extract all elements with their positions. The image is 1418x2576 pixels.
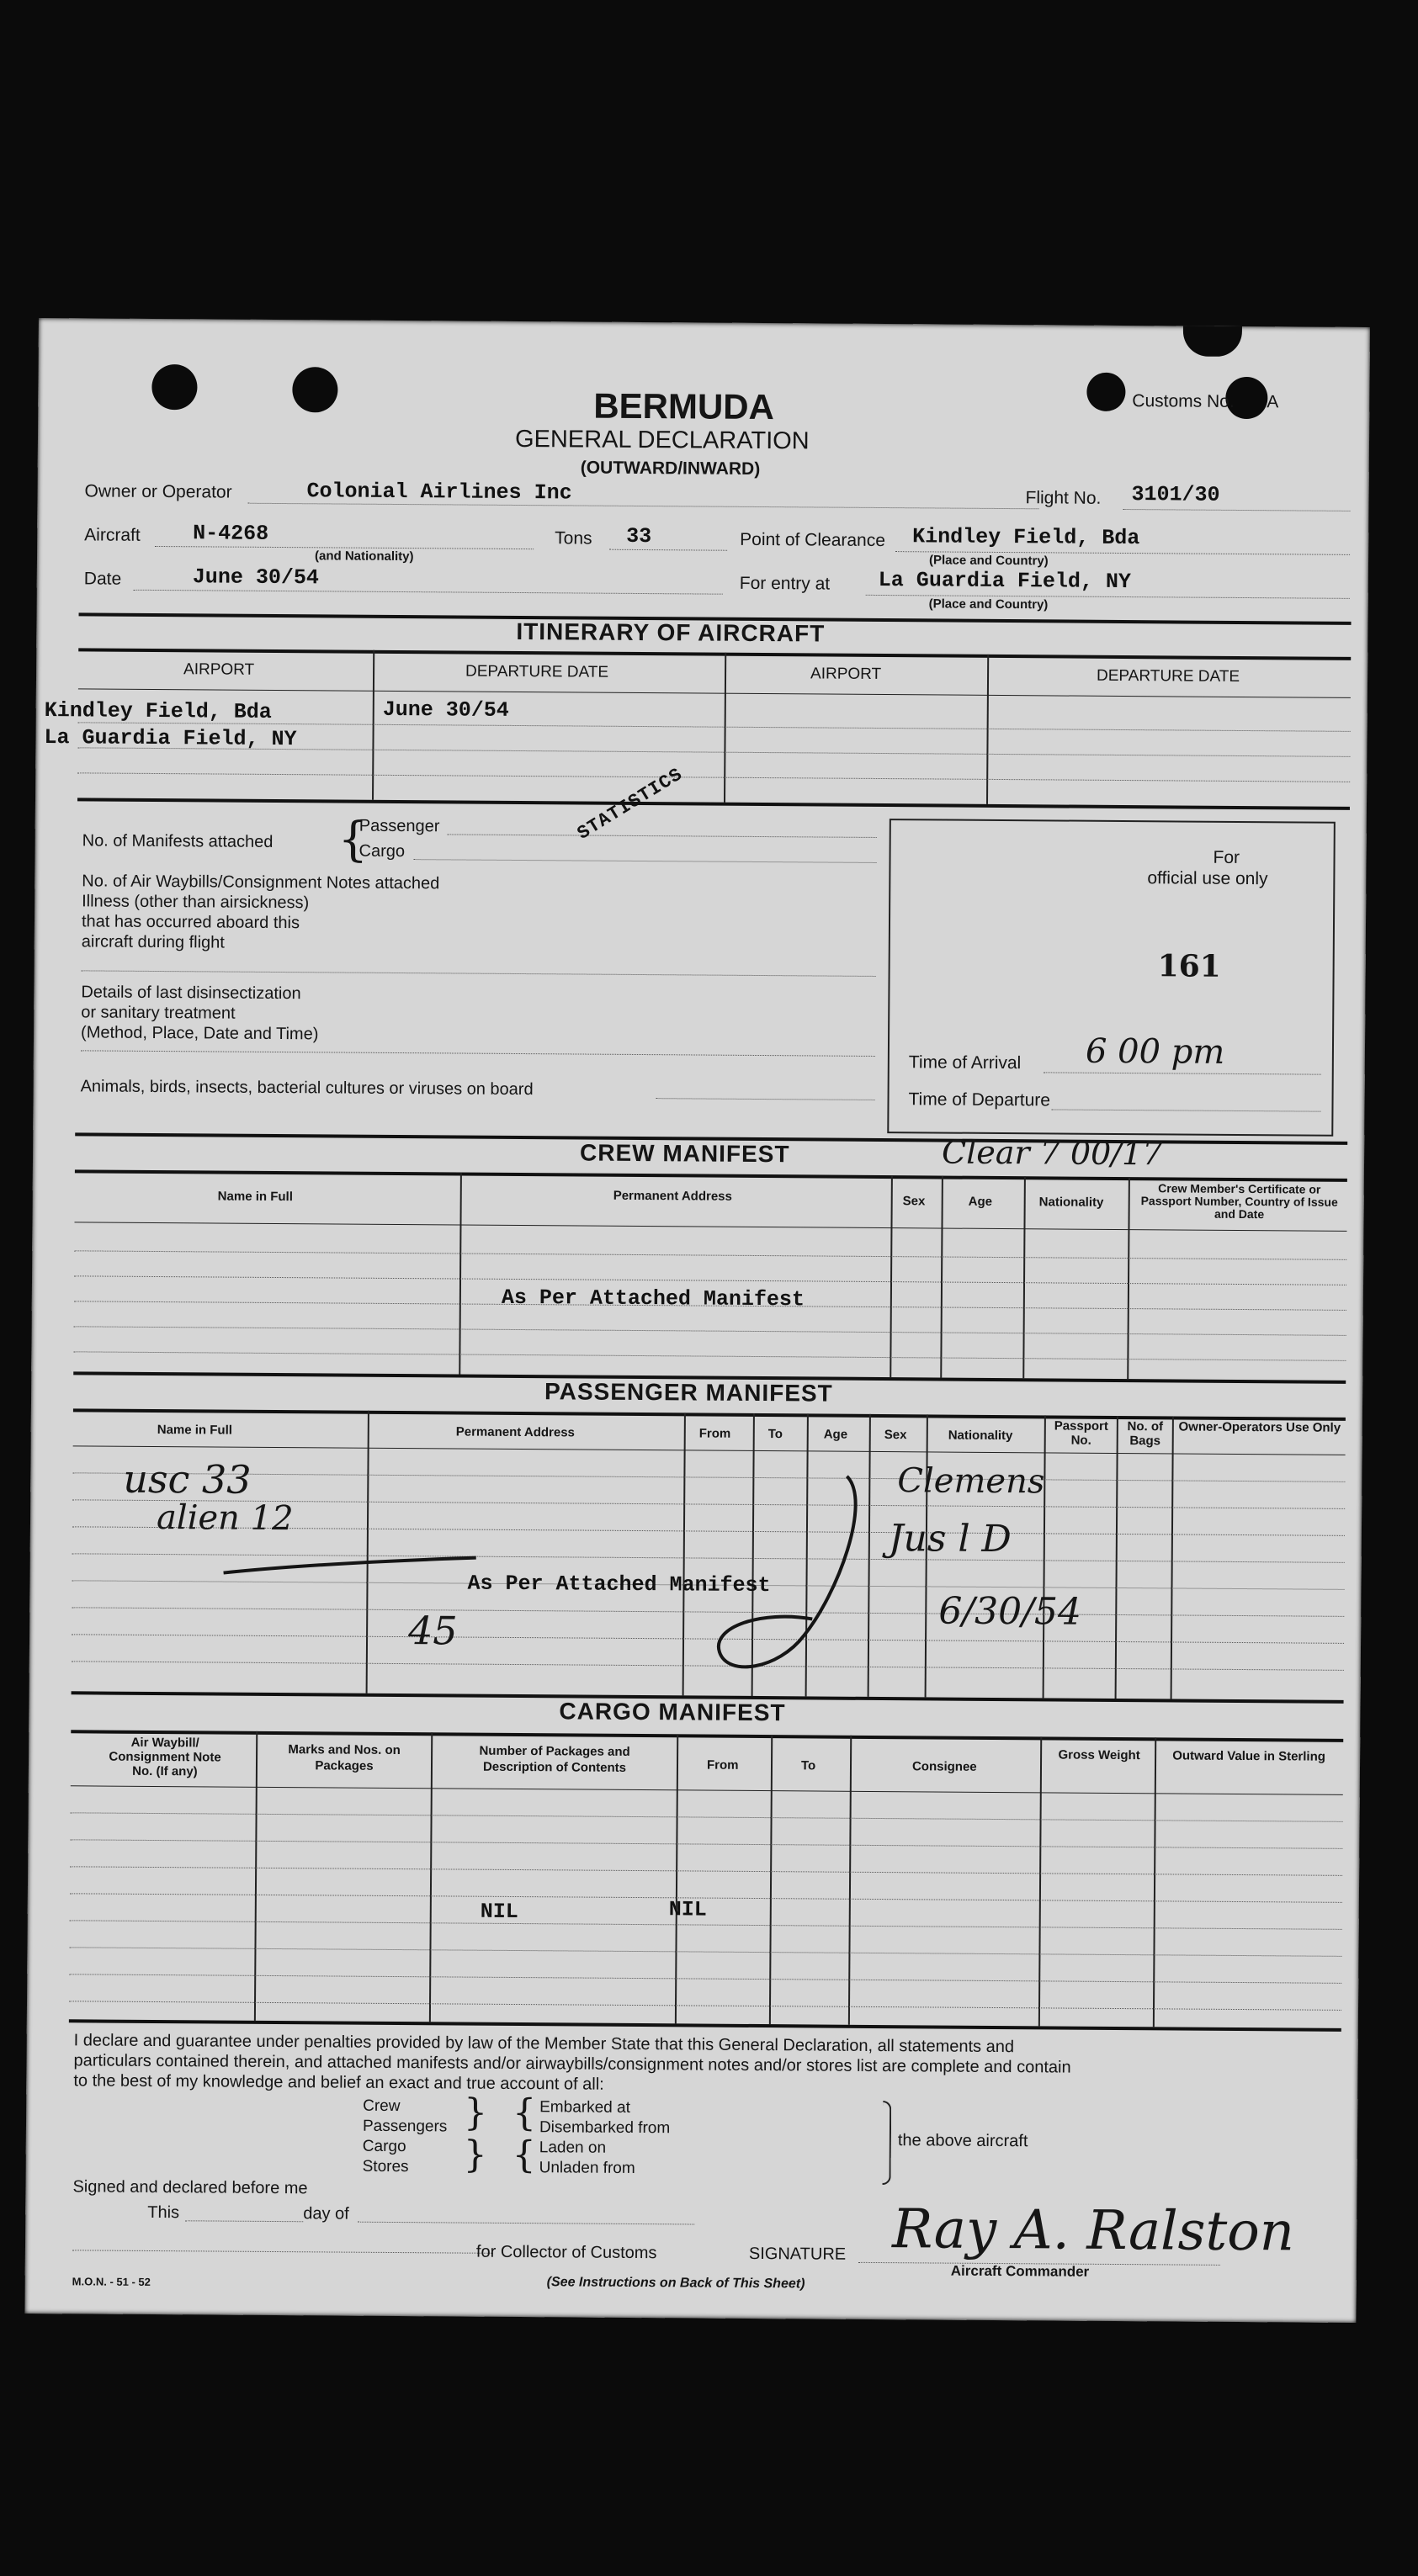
- aircraft-value: N-4268: [193, 521, 269, 546]
- passenger-col-passport: Passport No.: [1054, 1418, 1108, 1448]
- decl-embarked: Embarked at: [539, 2098, 630, 2117]
- disinsect-line-2: or sanitary treatment: [81, 1003, 236, 1023]
- signed-declared: Signed and declared before me: [72, 2177, 308, 2198]
- itinerary-col-departure-2: DEPARTURE DATE: [1096, 666, 1240, 686]
- arrival-value: 6 00 pm: [1085, 1031, 1225, 1072]
- itinerary-col-airport: AIRPORT: [183, 660, 255, 679]
- entry-sub: (Place and Country): [928, 596, 1049, 612]
- declaration-form: [24, 318, 1370, 2323]
- crew-handwritten: Clear 7 00/17: [941, 1133, 1163, 1173]
- crew-col-name: Name in Full: [217, 1189, 293, 1205]
- declaration-line-1: I declare and guarantee under penalties provided by law of the Member State that this General Declaration, all statements and: [73, 2031, 1015, 2057]
- date-value: June 30/54: [192, 564, 319, 591]
- official-title-1: For: [1213, 847, 1240, 867]
- date-label: Date: [83, 569, 122, 589]
- crew-note: As Per Attached Manifest: [501, 1285, 805, 1312]
- decl-stores: Stores: [362, 2157, 409, 2176]
- aircraft-label: Aircraft: [84, 525, 141, 545]
- passenger-hand-4: Clemens: [897, 1461, 1045, 1502]
- official-number: 161: [1157, 948, 1221, 984]
- arrival-label: Time of Arrival: [908, 1052, 1022, 1073]
- passenger-hand-3: 45: [407, 1608, 458, 1654]
- cargo-col-to: To: [800, 1758, 816, 1773]
- instructions-note: (See Instructions on Back of This Sheet): [546, 2275, 805, 2292]
- day-of-label: day of: [303, 2204, 349, 2224]
- passenger-hand-1: usc 33: [123, 1455, 252, 1503]
- passenger-col-nationality: Nationality: [948, 1428, 1013, 1444]
- declaration-line-2: particulars contained therein, and attached manifests and/or airwaybills/consignment notes and/or stores list are complete and contain: [73, 2051, 1071, 2077]
- commander-signature: Ray A. Ralston: [891, 2198, 1295, 2264]
- clearance-sub: (Place and Country): [928, 553, 1049, 569]
- crew-title: CREW MANIFEST: [579, 1139, 790, 1168]
- form-number: M.O.N. - 51 - 52: [72, 2275, 151, 2288]
- brace-4: {: [512, 2133, 536, 2177]
- brace: {: [337, 812, 369, 867]
- clearance-value: Kindley Field, Bda: [912, 524, 1140, 551]
- departure-label: Time of Departure: [908, 1089, 1051, 1110]
- itinerary-col-airport-2: AIRPORT: [810, 665, 882, 683]
- decl-unladen: Unladen from: [539, 2159, 635, 2178]
- owner-value: Colonial Airlines Inc: [306, 479, 572, 506]
- illness-line-2: that has occurred aboard this: [81, 912, 300, 933]
- tons-label: Tons: [555, 528, 592, 549]
- cargo-col-contents: Number of Packages and Description of Contents: [479, 1743, 630, 1775]
- passenger-hand-loop: [711, 1467, 881, 1687]
- punch-hole: [151, 364, 197, 410]
- animals-label: Animals, birds, insects, bacterial cultures or viruses on board: [80, 1077, 534, 1100]
- passenger-col-age: Age: [823, 1427, 848, 1442]
- passenger-col-from: From: [698, 1426, 731, 1441]
- cargo-nil-2: NIL: [668, 1897, 707, 1922]
- declaration-line-3: to the best of my knowledge and belief an exact and true account of all:: [73, 2071, 604, 2094]
- disinsect-line-3: (Method, Place, Date and Time): [80, 1023, 319, 1044]
- manifest-passenger-label: Passenger: [358, 816, 440, 836]
- clearance-label: Point of Clearance: [740, 529, 886, 551]
- crew-col-certificate: Crew Member's Certificate or Passport Number, Country of Issue and Date: [1140, 1181, 1338, 1222]
- manifest-cargo-label: Cargo: [358, 841, 406, 861]
- aircraft-sub: (and Nationality): [314, 549, 414, 564]
- passenger-col-owner-use: Owner-Operators Use Only: [1178, 1419, 1341, 1435]
- disinsect-line-1: Details of last disinsectization: [81, 983, 301, 1004]
- brace-1: }: [463, 2091, 488, 2134]
- cargo-title: CARGO MANIFEST: [559, 1698, 786, 1726]
- crew-col-age: Age: [968, 1194, 993, 1209]
- itinerary-col-departure: DEPARTURE DATE: [465, 662, 609, 681]
- customs-no-value: A: [1267, 392, 1279, 412]
- crew-col-address: Permanent Address: [613, 1188, 732, 1204]
- passenger-hand-5: Jus l D: [888, 1517, 1012, 1561]
- cargo-col-weight: Gross Weight: [1058, 1747, 1140, 1763]
- statistics-stamp: STATISTICS: [573, 764, 687, 845]
- form-title: BERMUDA: [593, 385, 775, 427]
- passenger-col-address: Permanent Address: [455, 1424, 575, 1440]
- passenger-col-sex: Sex: [884, 1428, 907, 1443]
- manifests-label: No. of Manifests attached: [82, 831, 274, 851]
- decl-passengers: Passengers: [362, 2117, 448, 2136]
- signature-label: SIGNATURE: [748, 2244, 847, 2264]
- collector-label: for Collector of Customs: [475, 2242, 657, 2263]
- commander-label: Aircraft Commander: [950, 2262, 1090, 2280]
- cargo-nil-1: NIL: [480, 1899, 518, 1925]
- passenger-title: PASSENGER MANIFEST: [544, 1378, 833, 1407]
- itinerary-row2-airport: La Guardia Field, NY: [44, 725, 297, 752]
- tons-value: 33: [626, 523, 652, 549]
- crew-col-sex: Sex: [902, 1194, 926, 1209]
- customs-no-label: Customs No.: [1132, 391, 1235, 411]
- crew-col-nationality: Nationality: [1038, 1195, 1104, 1210]
- brace-3: {: [512, 2091, 537, 2135]
- itinerary-title: ITINERARY OF AIRCRAFT: [516, 617, 826, 647]
- form-subtitle-direction: (OUTWARD/INWARD): [580, 458, 761, 479]
- brace-2: }: [463, 2133, 487, 2176]
- torn-edge: [1183, 326, 1242, 356]
- entry-value: La Guardia Field, NY: [878, 567, 1132, 595]
- decl-cargo: Cargo: [362, 2137, 406, 2156]
- passenger-note: As Per Attached Manifest: [467, 1571, 771, 1598]
- decl-crew: Crew: [363, 2096, 401, 2116]
- punch-hole: [1086, 373, 1125, 411]
- illness-line-3: aircraft during flight: [81, 932, 225, 952]
- flight-value: 3101/30: [1131, 482, 1220, 507]
- passenger-col-to: To: [767, 1427, 783, 1442]
- official-title-2: official use only: [1147, 868, 1268, 889]
- decl-above-aircraft: the above aircraft: [897, 2131, 1028, 2151]
- owner-label: Owner or Operator: [84, 481, 232, 502]
- decl-bracket: [883, 2101, 892, 2185]
- cargo-col-from: From: [706, 1757, 739, 1773]
- flight-label: Flight No.: [1025, 488, 1102, 508]
- punch-hole: [292, 367, 337, 412]
- form-subtitle: GENERAL DECLARATION: [514, 425, 810, 455]
- passenger-hand-6: 6/30/54: [938, 1589, 1082, 1634]
- this-label: This: [147, 2202, 180, 2223]
- itinerary-row1-airport: Kindley Field, Bda: [44, 698, 272, 724]
- entry-label: For entry at: [739, 573, 831, 594]
- decl-disembarked: Disembarked from: [539, 2118, 671, 2138]
- cargo-col-consignee: Consignee: [911, 1759, 977, 1774]
- official-use-box: [887, 819, 1336, 1137]
- cargo-col-waybill: Air Waybill/ Consignment Note No. (If any): [109, 1735, 221, 1779]
- cargo-col-value: Outward Value in Sterling: [1172, 1748, 1326, 1764]
- waybills-label: No. of Air Waybills/Consignment Notes attached: [82, 872, 440, 893]
- passenger-hand-strikes: [198, 1488, 535, 1592]
- itinerary-row1-date: June 30/54: [382, 697, 509, 723]
- decl-laden: Laden on: [539, 2139, 607, 2157]
- passenger-hand-2: alien 12: [156, 1498, 294, 1539]
- passenger-col-bags: No. of Bags: [1127, 1419, 1164, 1449]
- cargo-col-marks: Marks and Nos. on Packages: [288, 1742, 401, 1773]
- illness-line-1: Illness (other than airsickness): [82, 892, 310, 913]
- passenger-col-name: Name in Full: [157, 1423, 233, 1438]
